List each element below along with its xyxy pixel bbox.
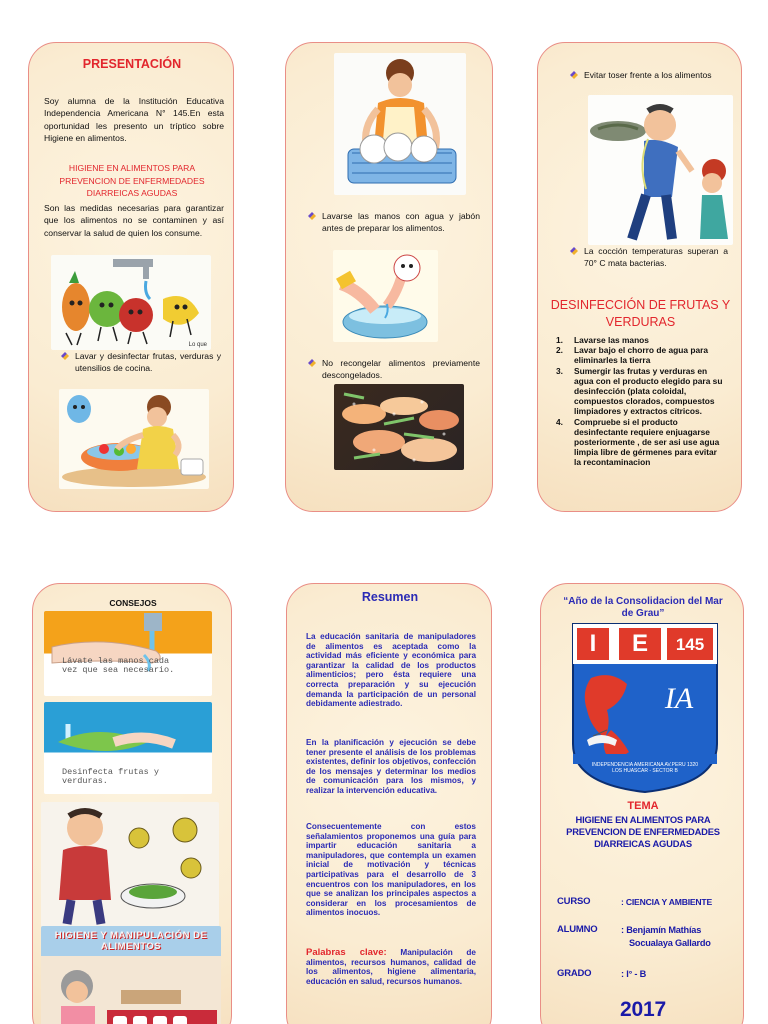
logo-number: 145 bbox=[675, 635, 705, 654]
curso-label: CURSO bbox=[557, 896, 591, 907]
frozen-food-photo bbox=[334, 384, 464, 470]
bullet-icon bbox=[570, 247, 578, 255]
poster-caption: Desinfecta frutas y verduras. bbox=[62, 767, 159, 786]
step-text: Sumergir las frutas y verduras en agua con el producto elegido para su desinfección (plata coloidal, compuestos clorados, compuestos limpiadores y extractos cítricos. bbox=[574, 365, 723, 417]
year-motto: “Año de la Consolidacion del Mar de Grau” bbox=[563, 596, 723, 619]
presentacion-title: PRESENTACIÓN bbox=[82, 57, 182, 71]
panel-resumen bbox=[286, 583, 492, 1024]
coughing-man-illustration bbox=[588, 95, 733, 245]
bullet-text: Lavar y desinfectar frutas, verduras y utensilios de cocina. bbox=[75, 351, 221, 374]
step-text: Lavar bajo el chorro de agua para eliminarles la tierra bbox=[574, 345, 709, 366]
step-item: 2. Lavar bajo el chorro de agua para eliminarles la tierra bbox=[556, 345, 726, 365]
logo-letter-e: E bbox=[631, 630, 648, 657]
bullet-icon bbox=[570, 71, 578, 79]
sick-man-germs-illustration bbox=[41, 802, 219, 927]
intro-text: Soy alumna de la Institución Educativa Independencia Americana N° 145.En esta oportunidad les presento un tríptico sobre Higiene en alimentos. bbox=[44, 96, 224, 144]
panel-desinfeccion bbox=[537, 42, 742, 512]
bullet-item bbox=[570, 245, 728, 270]
step-item: 3. Sumergir las frutas y verduras en agua con el producto elegido para su desinfección (plata coloidal, compuestos clorados, compuestos limpiadores y extractos cítricos. bbox=[556, 366, 726, 417]
grado-label: GRADO bbox=[557, 968, 592, 979]
school-logo bbox=[571, 622, 719, 794]
disinfect-produce-poster bbox=[44, 702, 212, 794]
bullet-text: La cocción temperaturas superan a 70° C mata bacterias. bbox=[584, 246, 728, 269]
logo-footer: INDEPENDENCIA AMERICANA AV.PERU 1320 LOS HUASCAR - SECTOR B bbox=[591, 762, 699, 774]
banner-title: HIGIENE Y MANIPULACIÓN DE ALIMENTOS bbox=[54, 930, 208, 952]
alumno-value-1: : Benjamín Mathías bbox=[621, 925, 702, 935]
bullet-item bbox=[61, 350, 221, 375]
washing-vegetables-illustration bbox=[59, 389, 209, 489]
bullet-item bbox=[308, 210, 480, 235]
logo-letter-i: I bbox=[589, 630, 597, 657]
poster-caption: Lávate las manos cada vez que sea necesario. bbox=[62, 656, 175, 675]
keywords-block bbox=[306, 948, 476, 986]
bullet-icon bbox=[308, 212, 316, 220]
keywords-label: Palabras clave: bbox=[306, 947, 387, 958]
resumen-paragraph-3: Consecuentemente con estos señalamientos proponemos una guía para impartir educación sanitaria a manipuladores, que contempla un examen inicial de motivación y técnicas participativas para el desarrollo de 3 encuentros con los manipuladores, en los que se analizan los principales aspectos a considerar en los procesamientos de alimentos inocuos. bbox=[306, 822, 476, 918]
resumen-paragraph-2: En la planificación y ejecución se debe tener presente el análisis de los problemas existentes, definir los objetivos, confección de los mensajes y determinar los medios de comunicación para los mismos, y realizar la intervención educativa. bbox=[306, 738, 476, 795]
tema-label: TEMA bbox=[627, 800, 659, 812]
handwashing-poster bbox=[44, 611, 212, 696]
step-item: 4. Compruebe si el producto desinfectante requiere enjuagarse posteriormente , de ser asi use agua limpia libre de gérmenes para evitar la recontaminacion bbox=[556, 417, 726, 468]
panel-lavado bbox=[285, 42, 493, 512]
subtitle: HIGIENE EN ALIMENTOS PARA PREVENCION DE ENFERMEDADES DIARREICAS AGUDAS bbox=[59, 163, 205, 198]
alumno-value-2: Socualaya Gallardo bbox=[629, 938, 711, 948]
consejos-title: CONSEJOS bbox=[109, 598, 157, 608]
hygiene-banner-illustration bbox=[41, 926, 221, 1024]
panel-portada bbox=[540, 583, 744, 1024]
panel-presentacion bbox=[28, 42, 234, 512]
definition-text: Son las medidas necesarias para garantizar que los alimentos no se contaminen y así conservar la salud de quien los consume. bbox=[44, 203, 224, 238]
desinfeccion-title: DESINFECCIÓN DE FRUTAS Y VERDURAS bbox=[550, 298, 731, 329]
keywords-text: Manipulación de alimentos, recursos humanos, calidad de los alimentos, higiene alimentaria, educación en salud, recursos humanos. bbox=[306, 948, 476, 986]
curso-value: : CIENCIA Y AMBIENTE bbox=[621, 897, 713, 907]
year: 2017 bbox=[620, 998, 666, 1021]
step-text: Compruebe si el producto desinfectante requiere enjuagarse posteriormente , de ser asi use agua limpia libre de gérmenes para evitar la recontaminacion bbox=[574, 416, 720, 468]
step-item: 1. Lavarse las manos bbox=[556, 335, 649, 345]
alumno-label: ALUMNO bbox=[557, 924, 598, 935]
steps-list bbox=[556, 335, 726, 468]
panel-consejos bbox=[32, 583, 232, 1024]
resumen-paragraph-1: La educación sanitaria de manipuladores de alimentos es aceptada como la actividad más eficiente y económica para garantizar la calidad de los productos alimenticios; pero ésta requiere una correcta preparación y su ejecución demanda la participación de un personal debidamente adiestrado. bbox=[306, 632, 476, 709]
washing-dishes-illustration bbox=[334, 53, 466, 195]
logo-initials: IA bbox=[664, 682, 694, 715]
step-text: Lavarse las manos bbox=[574, 335, 649, 345]
bullet-text: Lavarse las manos con agua y jabón antes de preparar los alimentos. bbox=[322, 211, 480, 234]
bullet-icon bbox=[308, 359, 316, 367]
bullet-item bbox=[308, 357, 480, 382]
dirty-vegetables-illustration bbox=[51, 255, 211, 350]
bullet-item bbox=[570, 69, 728, 81]
tema-text: HIGIENE EN ALIMENTOS PARA PREVENCION DE ENFERMEDADES DIARREICAS AGUDAS bbox=[566, 814, 720, 849]
bullet-text: No recongelar alimentos previamente descongelados. bbox=[322, 358, 480, 381]
bullet-icon bbox=[61, 352, 69, 360]
handwashing-illustration bbox=[333, 250, 438, 342]
image-caption: Lo que bbox=[188, 342, 207, 348]
grado-value: : I° - B bbox=[621, 969, 647, 979]
bullet-text: Evitar toser frente a los alimentos bbox=[584, 70, 712, 80]
resumen-title: Resumen bbox=[361, 590, 419, 604]
